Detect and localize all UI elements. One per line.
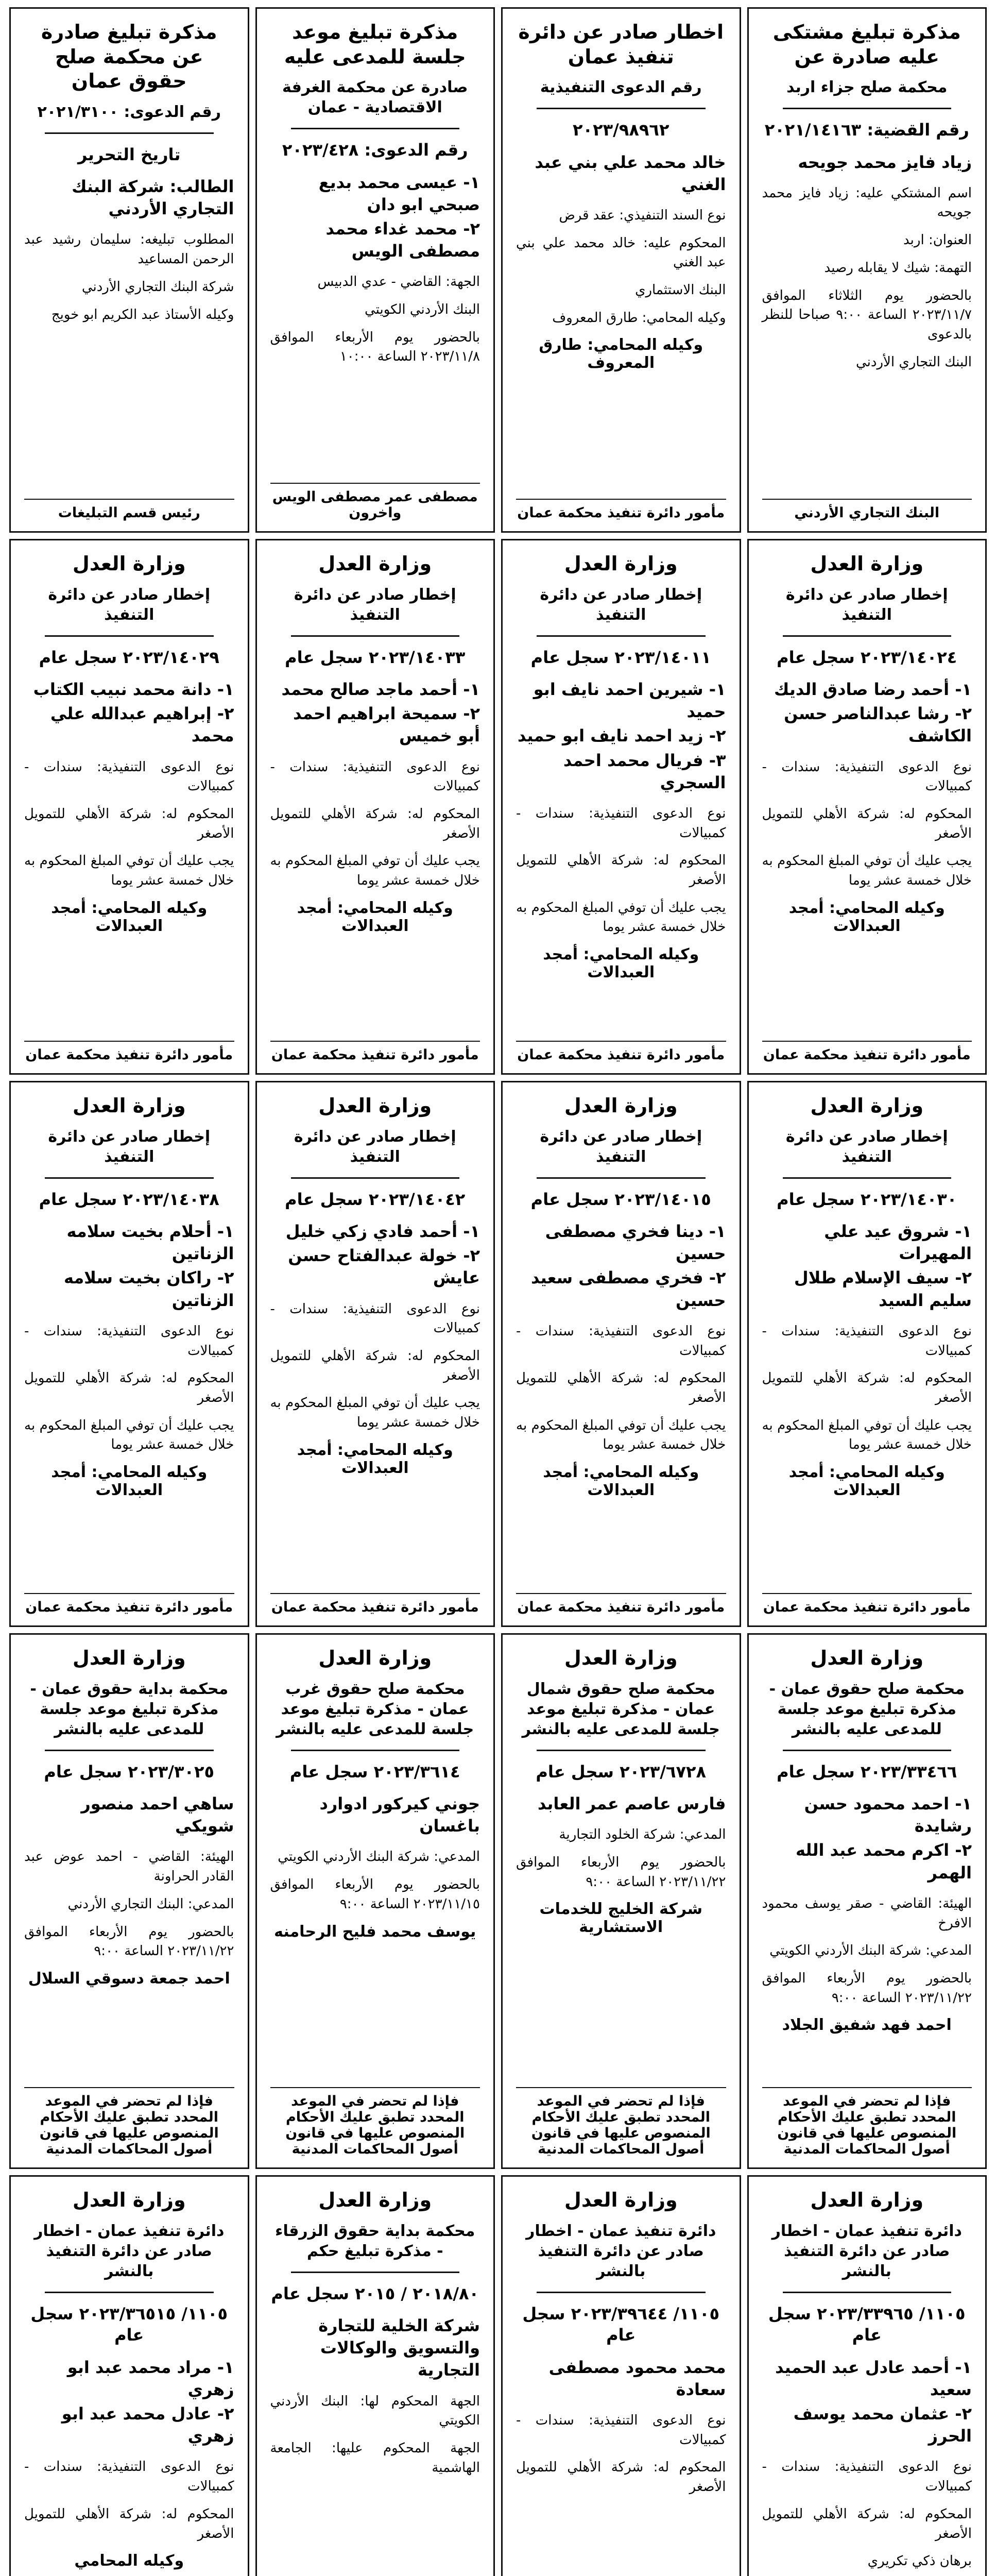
legal-notice — [255, 2175, 495, 2576]
party-name: ٢- رشا عبدالناصر حسن الكاشف — [784, 704, 972, 746]
lawyer-name: احمد جمعة دسوقي السلال — [28, 1969, 230, 1988]
case-number: ٢٠٢٣/١٤٠١٥ سجل عام — [530, 1189, 711, 1209]
notice-text-line: نوع الدعوى التنفيذية: سندات - كمبيالات — [270, 759, 480, 794]
legal-notice — [9, 2175, 249, 2576]
notice-text-line: يجب عليك أن توفي المبلغ المحكوم به خلال خمسة عشر يوما — [516, 1417, 726, 1453]
notice-text-line: التهمة: شيك لا يقابله رصيد — [824, 260, 972, 276]
party-name: ١- شروق عيد علي المهيرات — [824, 1222, 972, 1264]
notice-footer: مأمور دائرة تنفيذ محكمة عمان — [516, 1593, 726, 1615]
case-number: ٢٠٢٣/٩٨٩٦٢ — [573, 120, 669, 140]
case-number: ٢٠٢٣/١٤٠٢٩ سجل عام — [39, 647, 219, 667]
divider — [537, 2292, 706, 2293]
notice-text-line: الجهة المحكوم لها: البنك الأردني الكويتي — [270, 2393, 480, 2429]
notice-subheader: إخطار صادر عن دائرة التنفيذ — [540, 1127, 702, 1166]
notice-header: وزارة العدل — [810, 552, 924, 575]
notice-text-line: المحكوم له: شركة الأهلي للتمويل الأصغر — [270, 806, 480, 841]
notice-header: مذكرة تبليغ صادرة عن محكمة صلح حقوق عمان — [41, 21, 217, 92]
notice-text-line: نوع الدعوى التنفيذية: سندات - كمبيالات — [24, 1323, 234, 1359]
notice-text-line: المدعي: البنك التجاري الأردني — [67, 1896, 234, 1912]
case-number: رقم الدعوى: ٢٠٢٣/٤٢٨ — [282, 140, 468, 160]
notice-header: وزارة العدل — [72, 552, 186, 575]
divider — [783, 108, 952, 109]
party-name: ٢- سميحة ابراهيم احمد أبو خميس — [293, 704, 480, 746]
divider — [45, 132, 214, 134]
notice-subheader: محكمة صلح حقوق شمال عمان - مذكرة تبليغ موعد جلسة للمدعى عليه بالنشر — [522, 1680, 720, 1738]
party-names — [270, 1218, 480, 1292]
legal-notice — [255, 1081, 495, 1627]
notice-text-line: المحكوم له: شركة الأهلي للتمويل الأصغر — [24, 2506, 234, 2541]
legal-notice — [501, 539, 741, 1075]
notice-footer: فإذا لم تحضر في الموعد المحدد تطبق عليك الأحكام المنصوص عليها في قانون أصول المحاكمات المدنية — [270, 2087, 480, 2157]
legal-notice — [747, 1633, 987, 2169]
notice-subheader: صادرة عن محكمة الغرفة الاقتصادية - عمان — [282, 78, 468, 116]
lawyer-name: وكيله المحامي: أمجد العبدالات — [543, 1463, 699, 1499]
party-names — [762, 1791, 972, 1886]
legal-notice — [501, 2175, 741, 2576]
legal-notice — [747, 2175, 987, 2576]
notice-text-line: يجب عليك أن توفي المبلغ المحكوم به خلال خمسة عشر يوما — [24, 1417, 234, 1453]
notice-header: وزارة العدل — [810, 2189, 924, 2211]
legal-notice — [9, 1633, 249, 2169]
party-name: ١- أحمد فادي زكي خليل — [285, 1222, 480, 1242]
divider — [537, 1750, 706, 1751]
party-names — [24, 1791, 234, 1839]
notice-text-line: بالحضور يوم الأربعاء الموافق ٢٠٢٣/١١/٢٢ الساعة ٩:٠٠ — [24, 1924, 234, 1959]
case-number: ٢٠٢٣/١٤٠٢٤ سجل عام — [777, 647, 957, 667]
notice-header: وزارة العدل — [564, 1094, 678, 1117]
notice-header: وزارة العدل — [810, 1094, 924, 1117]
party-name: ١- أحمد رضا صادق الديك — [774, 680, 972, 700]
party-names — [516, 1218, 726, 1314]
lawyer-name: وكيله المحامي: أمجد العبدالات — [297, 899, 453, 935]
party-name: ١- شيرين احمد نايف ابو حميد — [533, 680, 726, 722]
notice-subheader: إخطار صادر عن دائرة التنفيذ — [48, 585, 211, 624]
notice-text-line: نوع الدعوى التنفيذية: سندات - كمبيالات — [516, 1323, 726, 1359]
notice-text-line: نوع الدعوى التنفيذية: سندات - كمبيالات — [762, 1323, 972, 1359]
party-names — [762, 676, 972, 750]
party-names — [516, 1791, 726, 1817]
case-number: ٢٠٢٣/٣٠٢٥ سجل عام — [44, 1761, 215, 1782]
party-name: ١- احمد محمود حسن رشايدة — [804, 1794, 972, 1836]
notice-text-line: يجب عليك أن توفي المبلغ المحكوم به خلال خمسة عشر يوما — [270, 853, 480, 889]
legal-notice — [255, 1633, 495, 2169]
case-number: ٢٠٢٣/١٤٠٤٢ سجل عام — [285, 1189, 466, 1209]
notice-subheader: محكمة صلح حقوق غرب عمان - مذكرة تبليغ موعد جلسة للمدعى عليه بالنشر — [276, 1680, 474, 1738]
party-name: خالد محمد علي بني عبد الغني — [535, 152, 726, 194]
lawyer-name: وكيله المحامي — [74, 2552, 184, 2570]
notice-text-line: يجب عليك أن توفي المبلغ المحكوم به خلال خمسة عشر يوما — [516, 900, 726, 935]
notice-footer: رئيس قسم التبليغات — [24, 499, 234, 521]
notice-text-line: بالحضور يوم الثلاثاء الموافق ٢٠٢٣/١١/٧ الساعة ٩:٠٠ صباحا للنظر بالدعوى — [762, 287, 972, 342]
notice-text-line: يجب عليك أن توفي المبلغ المحكوم به خلال خمسة عشر يوما — [762, 1417, 972, 1453]
notice-text-line: وكيله الأستاذ عبد الكريم ابو خويج — [51, 307, 234, 323]
notice-text-line: المحكوم له: شركة الأهلي للتمويل الأصغر — [516, 1370, 726, 1405]
notice-footer: مأمور دائرة تنفيذ محكمة عمان — [762, 1593, 972, 1615]
notice-text-line: البنك الاستثماري — [635, 282, 726, 298]
divider — [783, 2292, 952, 2293]
notice-footer: مأمور دائرة تنفيذ محكمة عمان — [24, 1593, 234, 1615]
lawyer-name: وكيله المحامي: أمجد العبدالات — [297, 1440, 453, 1477]
notice-subheader: رقم الدعوى التنفيذية — [540, 78, 702, 96]
notice-text-line: العنوان: اربد — [903, 232, 972, 248]
notice-header: وزارة العدل — [72, 1647, 186, 1669]
notice-text-line: وكيله المحامي: طارق المعروف — [552, 310, 726, 326]
notice-text-line: الجهة: القاضي - عدي الدبيس — [317, 274, 480, 290]
notice-header: وزارة العدل — [72, 2189, 186, 2211]
case-number: ٢٠٢٣/١٤٠٣٨ سجل عام — [39, 1189, 219, 1209]
notice-text-line: المحكوم له: شركة الأهلي للتمويل الأصغر — [516, 2460, 726, 2495]
party-name: ١- دانة محمد نبيب الكتاب — [33, 680, 234, 700]
notice-subheader: دائرة تنفيذ عمان - اخطار صادر عن دائرة التنفيذ بالنشر — [771, 2222, 962, 2280]
notice-text-line: المحكوم له: شركة الأهلي للتمويل الأصغر — [270, 1348, 480, 1383]
divider — [291, 1750, 460, 1751]
party-name: ١- عيسى محمد بديع صبحي ابو دان — [318, 172, 480, 214]
notice-footer: فإذا لم تحضر في الموعد المحدد تطبق عليك الأحكام المنصوص عليها في قانون أصول المحاكمات المدنية — [24, 2087, 234, 2157]
legal-notice — [501, 7, 741, 533]
case-number: تاريخ التحرير — [77, 144, 181, 164]
party-name: زياد فايز محمد جويحه — [798, 152, 972, 172]
party-names — [24, 676, 234, 750]
case-number: ٢٠٢٣/١٤٠٣٠ سجل عام — [777, 1189, 957, 1209]
notice-text-line: الجهة المحكوم عليها: الجامعة الهاشمية — [270, 2441, 480, 2476]
party-name: ٢- خولة عبدالفتاح حسن عايش — [288, 1246, 480, 1288]
party-names — [762, 1218, 972, 1314]
lawyer-name: وكيله المحامي: أمجد العبدالات — [51, 899, 208, 935]
case-number: ١١٠٥/ ٢٠٢٣/٣٩٦٤٤ سجل عام — [522, 2303, 720, 2345]
legal-notice — [9, 7, 249, 533]
lawyer-name: وكيله المحامي: طارق المعروف — [539, 336, 703, 372]
notice-text-line: المدعي: شركة الخلود التجارية — [559, 1827, 726, 1843]
party-names — [270, 676, 480, 750]
party-names — [516, 2354, 726, 2403]
notice-text-line: نوع الدعوى التنفيذية: سندات - كمبيالات — [24, 2459, 234, 2495]
notice-header: وزارة العدل — [318, 2189, 432, 2211]
notice-subheader: إخطار صادر عن دائرة التنفيذ — [540, 585, 702, 624]
notice-header: وزارة العدل — [810, 1647, 924, 1669]
notice-subheader: دائرة تنفيذ عمان - اخطار صادر عن دائرة التنفيذ بالنشر — [526, 2222, 716, 2280]
case-number: ٢٠٢٣/٦٧٢٨ سجل عام — [536, 1761, 707, 1782]
party-name: جوني كيركور ادوارد باغسان — [319, 1794, 480, 1836]
notice-text-line: نوع الدعوى التنفيذية: سندات - كمبيالات — [762, 759, 972, 794]
party-names — [270, 2313, 480, 2384]
party-name: ٢- سيف الإسلام طلال سليم السيد — [794, 1268, 972, 1310]
divider — [291, 128, 460, 129]
party-name: ساهي احمد منصور شويكي — [81, 1794, 234, 1836]
notice-text-line: المدعي: شركة البنك الأردني الكويتي — [278, 1849, 480, 1865]
notice-footer: فإذا لم تحضر في الموعد المحدد تطبق عليك الأحكام المنصوص عليها في قانون أصول المحاكمات المدنية — [762, 2087, 972, 2157]
legal-notice — [501, 1633, 741, 2169]
party-names — [762, 2354, 972, 2450]
notice-text-line: المحكوم له: شركة الأهلي للتمويل الأصغر — [762, 2506, 972, 2541]
notice-text-line: اسم المشتكي عليه: زياد فايز محمد جويحه — [762, 185, 972, 221]
lawyer-name: وكيله المحامي: أمجد العبدالات — [51, 1463, 208, 1499]
notice-text-line: بالحضور يوم الأربعاء الموافق ٢٠٢٣/١١/٢٢ الساعة ٩:٠٠ — [762, 1970, 972, 2006]
divider — [537, 108, 706, 109]
notice-text-line: المحكوم له: شركة الأهلي للتمويل الأصغر — [24, 806, 234, 841]
notice-subheader: إخطار صادر عن دائرة التنفيذ — [785, 1127, 948, 1166]
notice-text-line: شركة البنك التجاري الأردني — [81, 279, 234, 295]
party-names — [516, 149, 726, 198]
party-name: ٢- اكرم محمد عبد الله الهمر — [796, 1840, 972, 1883]
legal-notice — [255, 539, 495, 1075]
divider — [45, 635, 214, 637]
party-name: ٢- إبراهيم عبدالله علي محمد — [50, 704, 234, 746]
party-names — [270, 1791, 480, 1839]
party-name: ٣- فريال محمد احمد السجري — [563, 750, 726, 792]
party-name: ١- أحلام بخيت سلامه الزناتين — [66, 1222, 234, 1264]
notice-subheader: رقم الدعوى: ٢٠٢١/٣١٠٠ — [37, 103, 221, 121]
notice-text-line: المحكوم عليه: خالد محمد علي بني عبد الغني — [516, 235, 726, 270]
party-name: ٢- فخري مصطفى سعيد حسين — [531, 1268, 726, 1310]
notice-text-line: نوع الدعوى التنفيذية: سندات - كمبيالات — [270, 1301, 480, 1336]
case-number: ٢٠١٨/٨٠ / ٢٠١٥ سجل عام — [271, 2283, 479, 2303]
notice-header: وزارة العدل — [318, 552, 432, 575]
legal-notice — [9, 1081, 249, 1627]
notice-text-line: نوع الدعوى التنفيذية: سندات - كمبيالات — [516, 2413, 726, 2448]
legal-notice — [747, 539, 987, 1075]
case-number: ٢٠٢٣/٣٣٤٦٦ سجل عام — [777, 1761, 957, 1782]
divider — [783, 635, 952, 637]
notice-text-line: بالحضور يوم الأربعاء الموافق ٢٠٢٣/١١/٢٢ الساعة ٩:٠٠ — [516, 1854, 726, 1890]
divider — [537, 635, 706, 637]
lawyer-name: وكيله المحامي: أمجد العبدالات — [788, 1463, 945, 1499]
party-name: ٢- عثمان محمد يوسف الحرز — [793, 2404, 972, 2446]
party-name: ١- أحمد ماجد صالح محمد — [281, 680, 480, 700]
party-name: محمد محمود مصطفى سعادة — [548, 2357, 726, 2399]
notice-text-line: المدعي: شركة البنك الأردني الكويتي — [769, 1943, 972, 1959]
divider — [291, 635, 460, 637]
notice-header: اخطار صادر عن دائرة تنفيذ عمان — [518, 21, 724, 68]
case-number: ١١٠٥/ ٢٠٢٣/٣٦٥١٥ سجل عام — [30, 2303, 228, 2345]
divider — [783, 1177, 952, 1179]
notice-text-line: بالحضور يوم الأربعاء الموافق ٢٠٢٣/١١/١٥ الساعة ٩:٠٠ — [270, 1877, 480, 1912]
case-number: ١١٠٥/ ٢٠٢٣/٣٣٩٦٥ سجل عام — [768, 2303, 966, 2345]
notice-footer: مأمور دائرة تنفيذ محكمة عمان — [516, 1041, 726, 1063]
notice-text-line: نوع الدعوى التنفيذية: سندات - كمبيالات — [762, 2459, 972, 2495]
party-name: ١- مراد محمد عبد ابو زهري — [67, 2357, 234, 2399]
legal-notice — [9, 539, 249, 1075]
legal-notice — [747, 1081, 987, 1627]
notice-text-line: المحكوم له: شركة الأهلي للتمويل الأصغر — [762, 806, 972, 841]
notice-subheader: دائرة تنفيذ عمان - اخطار صادر عن دائرة التنفيذ بالنشر — [34, 2222, 225, 2280]
divider — [783, 1750, 952, 1751]
notice-text-line: البنك التجاري الأردني — [856, 354, 972, 370]
lawyer-name: يوسف محمد فليح الرحامنه — [274, 1922, 476, 1941]
notice-header: مذكرة تبليغ مشتكى عليه صادرة عن — [772, 21, 961, 68]
notice-header: وزارة العدل — [564, 552, 678, 575]
notice-text-line: نوع الدعوى التنفيذية: سندات - كمبيالات — [24, 759, 234, 794]
notice-footer: مأمور دائرة تنفيذ محكمة عمان — [762, 1041, 972, 1063]
lawyer-name: وكيله المحامي: أمجد العبدالات — [788, 899, 945, 935]
party-names — [24, 2354, 234, 2450]
notice-text-line: يجب عليك أن توفي المبلغ المحكوم به خلال خمسة عشر يوما — [762, 853, 972, 889]
divider — [45, 1750, 214, 1751]
notice-footer: مصطفى عمر مصطفى الويس واخرون — [270, 483, 480, 521]
notice-subheader: إخطار صادر عن دائرة التنفيذ — [294, 585, 456, 624]
notice-header: وزارة العدل — [564, 1647, 678, 1669]
notice-footer: مأمور دائرة تنفيذ محكمة عمان — [270, 1593, 480, 1615]
notice-text-line: نوع السند التنفيذي: عقد قرض — [559, 207, 726, 223]
notice-text-line: يجب عليك أن توفي المبلغ المحكوم به خلال خمسة عشر يوما — [24, 853, 234, 889]
party-name: الطالب: شركة البنك التجاري الأردني — [72, 177, 234, 219]
legal-notice — [501, 1081, 741, 1627]
notice-header: وزارة العدل — [318, 1647, 432, 1669]
party-names — [516, 676, 726, 796]
case-number: رقم القضية: ٢٠٢١/١٤١٦٣ — [764, 120, 969, 140]
case-number: ٢٠٢٣/٣٦١٤ سجل عام — [289, 1761, 460, 1782]
notice-text-line: يجب عليك أن توفي المبلغ المحكوم به خلال خمسة عشر يوما — [270, 1395, 480, 1431]
notice-subheader: إخطار صادر عن دائرة التنفيذ — [785, 585, 948, 624]
notice-footer: مأمور دائرة تنفيذ محكمة عمان — [24, 1041, 234, 1063]
party-name: ١- أحمد عادل عبد الحميد سعيد — [775, 2357, 972, 2399]
divider — [291, 2272, 460, 2273]
notice-text-line: برهان ذكي تكريري — [867, 2553, 972, 2569]
notice-header: مذكرة تبليغ موعد جلسة للمدعى عليه — [284, 21, 466, 68]
notice-header: وزارة العدل — [318, 1094, 432, 1117]
notice-text-line: بالحضور يوم الأربعاء الموافق ٢٠٢٣/١١/٨ الساعة ١٠:٠٠ — [270, 329, 480, 365]
notice-subheader: إخطار صادر عن دائرة التنفيذ — [294, 1127, 456, 1166]
lawyer-name: وكيله المحامي: أمجد العبدالات — [543, 945, 699, 982]
notice-subheader: محكمة صلح جزاء اربد — [786, 78, 948, 96]
party-name: فارس عاصم عمر العابد — [537, 1794, 726, 1814]
lawyer-name: شركة الخليج للخدمات الاستشارية — [539, 1900, 702, 1937]
divider — [291, 1177, 460, 1179]
notice-text-line: الهيئة: القاضي - احمد عوض عبد القادر الحراونة — [24, 1849, 234, 1885]
party-name: ١- دينا فخري مصطفى حسين — [545, 1222, 726, 1264]
divider — [45, 1177, 214, 1179]
notice-subheader: إخطار صادر عن دائرة التنفيذ — [48, 1127, 211, 1166]
notice-footer: البنك التجاري الأردني — [762, 499, 972, 521]
notice-subheader: محكمة بداية حقوق عمان - مذكرة تبليغ موعد جلسة للمدعى عليه بالنشر — [30, 1680, 229, 1738]
party-names — [270, 170, 480, 265]
legal-notice — [747, 7, 987, 533]
party-name: ٢- محمد غداء محمد مصطفى الويس — [325, 218, 480, 261]
notice-text-line: المحكوم له: شركة الأهلي للتمويل الأصغر — [24, 1370, 234, 1405]
notice-text-line: المطلوب تبليغه: سليمان رشيد عبد الرحمن المساعيد — [24, 232, 234, 267]
notice-text-line: نوع الدعوى التنفيذية: سندات - كمبيالات — [516, 806, 726, 841]
notice-subheader: محكمة صلح حقوق عمان - مذكرة تبليغ موعد جلسة للمدعى عليه بالنشر — [769, 1680, 965, 1738]
notice-footer: فإذا لم تحضر في الموعد المحدد تطبق عليك الأحكام المنصوص عليها في قانون أصول المحاكمات المدنية — [516, 2087, 726, 2157]
notice-text-line: المحكوم له: شركة الأهلي للتمويل الأصغر — [762, 1370, 972, 1405]
party-names — [24, 1218, 234, 1314]
party-name: ٢- زيد احمد نايف ابو حميد — [517, 726, 726, 746]
party-names — [762, 149, 972, 176]
party-name: ٢- عادل محمد عبد ابو زهري — [61, 2404, 234, 2446]
notice-text-line: الهيئة: القاضي - صقر يوسف محمود الافرخ — [762, 1895, 972, 1931]
legal-notice — [255, 7, 495, 533]
party-name: ٢- راكان بخيت سلامه الزناتين — [63, 1268, 234, 1310]
notice-footer: مأمور دائرة تنفيذ محكمة عمان — [516, 499, 726, 521]
notice-footer: مأمور دائرة تنفيذ محكمة عمان — [270, 1041, 480, 1063]
lawyer-name: احمد فهد شفيق الجلاد — [782, 2016, 952, 2035]
divider — [45, 2292, 214, 2293]
case-number: ٢٠٢٣/١٤٠٣٣ سجل عام — [285, 647, 466, 667]
party-name: شركة الخلية للتجارة والتسويق والوكالات التجارية — [318, 2316, 480, 2380]
notice-text-line: البنك الأردني الكويتي — [364, 302, 480, 318]
divider — [537, 1177, 706, 1179]
notice-subheader: محكمة بداية حقوق الزرقاء - مذكرة تبليغ حكم — [275, 2222, 475, 2260]
notice-header: وزارة العدل — [72, 1094, 186, 1117]
party-names — [24, 174, 234, 222]
notice-header: وزارة العدل — [564, 2189, 678, 2211]
notice-text-line: المحكوم له: شركة الأهلي للتمويل الأصغر — [516, 853, 726, 888]
case-number: ٢٠٢٣/١٤٠١١ سجل عام — [530, 647, 711, 667]
